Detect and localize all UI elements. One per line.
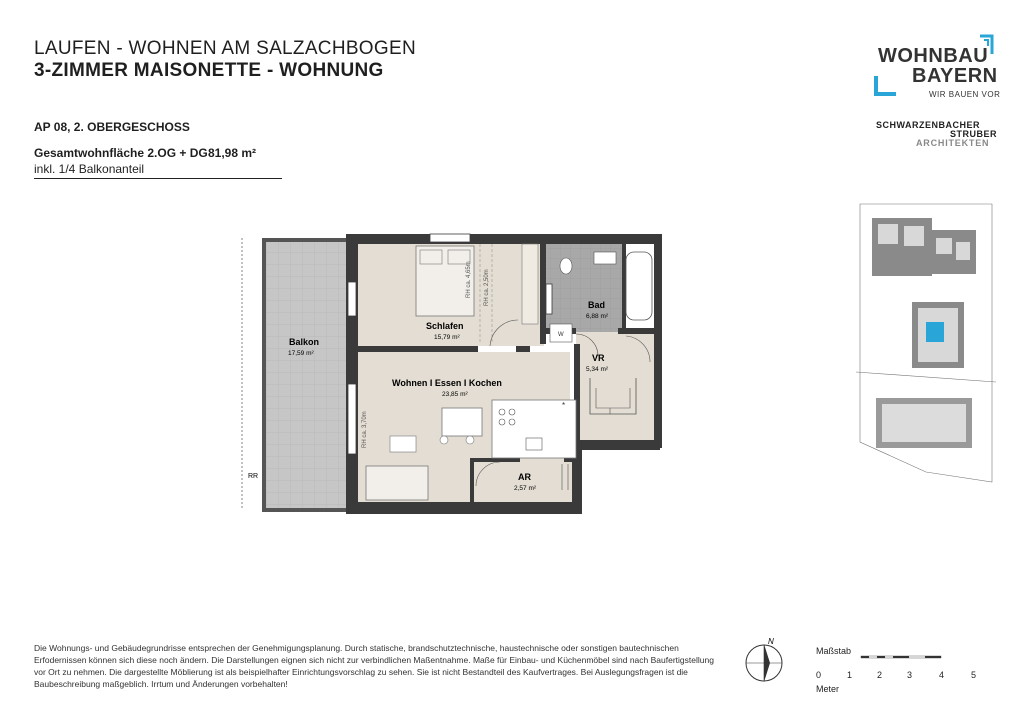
scale-tick: 0 <box>816 670 822 680</box>
room-area-storage: 2,57 m² <box>514 485 537 492</box>
ceiling-height-1: RH ca. 4,65m <box>466 261 472 298</box>
logo-text-wohnbau: WOHNBAU <box>878 45 989 67</box>
hall-floor <box>576 332 658 442</box>
project-title: LAUFEN - WOHNEN AM SALZACHBOGEN <box>34 38 416 59</box>
room-area-balcony: 17,59 m² <box>288 350 314 357</box>
room-label-balcony: Balkon <box>289 337 320 347</box>
room-area-hall: 5,34 m² <box>586 366 609 373</box>
legal-disclaimer: Die Wohnungs- und Gebäudegrundrisse entsprechen der Genehmigungsplanung. Durch statische, brandschutztechnische, haustechnische oder sonstigen bautechnischen Erfodernissen können sich diese noch ändern. Die Darstellungen eignen sich nicht zur verbindlichen Maßentnahme. Maße für Einbau- und Küchenmöbel sind nach Baufertigstellung vor Ort zu nehmen. Die dargestellte Möblierung ist als beispielhafter Einrichtungsvorschlag zu sehen. Sie ist nicht Bestandteil des Kaufvertrages. Bei Auslegungsfragen ist die Baubeschreibung maßgeblich. Irrtum und Änderungen vorbehalten! <box>34 643 714 689</box>
scale-title: Maßstab <box>816 646 852 656</box>
storage-floor <box>470 462 580 502</box>
scale-unit: Meter <box>816 684 840 694</box>
north-label: N <box>768 637 774 646</box>
architect-name-2: STRUBER <box>950 129 998 139</box>
scale-tick: 2 <box>877 670 883 680</box>
architect-label: ARCHITEKTEN <box>916 138 990 148</box>
room-label-living: Wohnen I Essen I Kochen <box>392 378 502 388</box>
ceiling-height-3: RH ca. 3,70m <box>362 411 368 448</box>
room-label-hall: VR <box>592 353 605 363</box>
scale-tick: 5 <box>971 670 977 680</box>
unit-type-title: 3-ZIMMER MAISONETTE - WOHNUNG <box>34 60 384 81</box>
logo-tagline: WIR BAUEN VOR <box>929 90 1001 99</box>
rr-label: RR <box>248 473 259 480</box>
architect-name-1: SCHWARZENBACHER <box>876 120 980 130</box>
scale-tick: 3 <box>907 670 913 680</box>
divider <box>34 178 282 179</box>
room-area-bath: 6,88 m² <box>586 313 609 320</box>
unit-location: AP 08, 2. OBERGESCHOSS <box>34 120 190 134</box>
room-area-living: 23,85 m² <box>442 391 468 398</box>
ceiling-height-2: RH ca. 2,50m <box>484 269 490 306</box>
floor-plan <box>230 228 670 528</box>
area-value: 81,98 m² <box>208 146 257 160</box>
room-label-storage: AR <box>518 472 531 482</box>
north-arrow-icon <box>740 636 790 686</box>
area-note: inkl. 1/4 Balkonanteil <box>34 162 145 176</box>
room-label-bedroom: Schlafen <box>426 321 464 331</box>
logo-text-bayern: BAYERN <box>912 65 998 87</box>
scale-bar <box>815 655 995 685</box>
scale-tick: 4 <box>939 670 945 680</box>
unit-highlight <box>926 322 944 342</box>
site-key-plan <box>856 202 996 492</box>
balcony-floor <box>262 240 348 512</box>
washer-label: W <box>558 332 564 338</box>
svg-text:*: * <box>562 401 566 410</box>
area-label: Gesamtwohnfläche 2.OG + DG <box>34 146 208 160</box>
scale-tick: 1 <box>847 670 853 680</box>
room-label-bath: Bad <box>588 300 606 310</box>
room-area-bedroom: 15,79 m² <box>434 334 460 341</box>
